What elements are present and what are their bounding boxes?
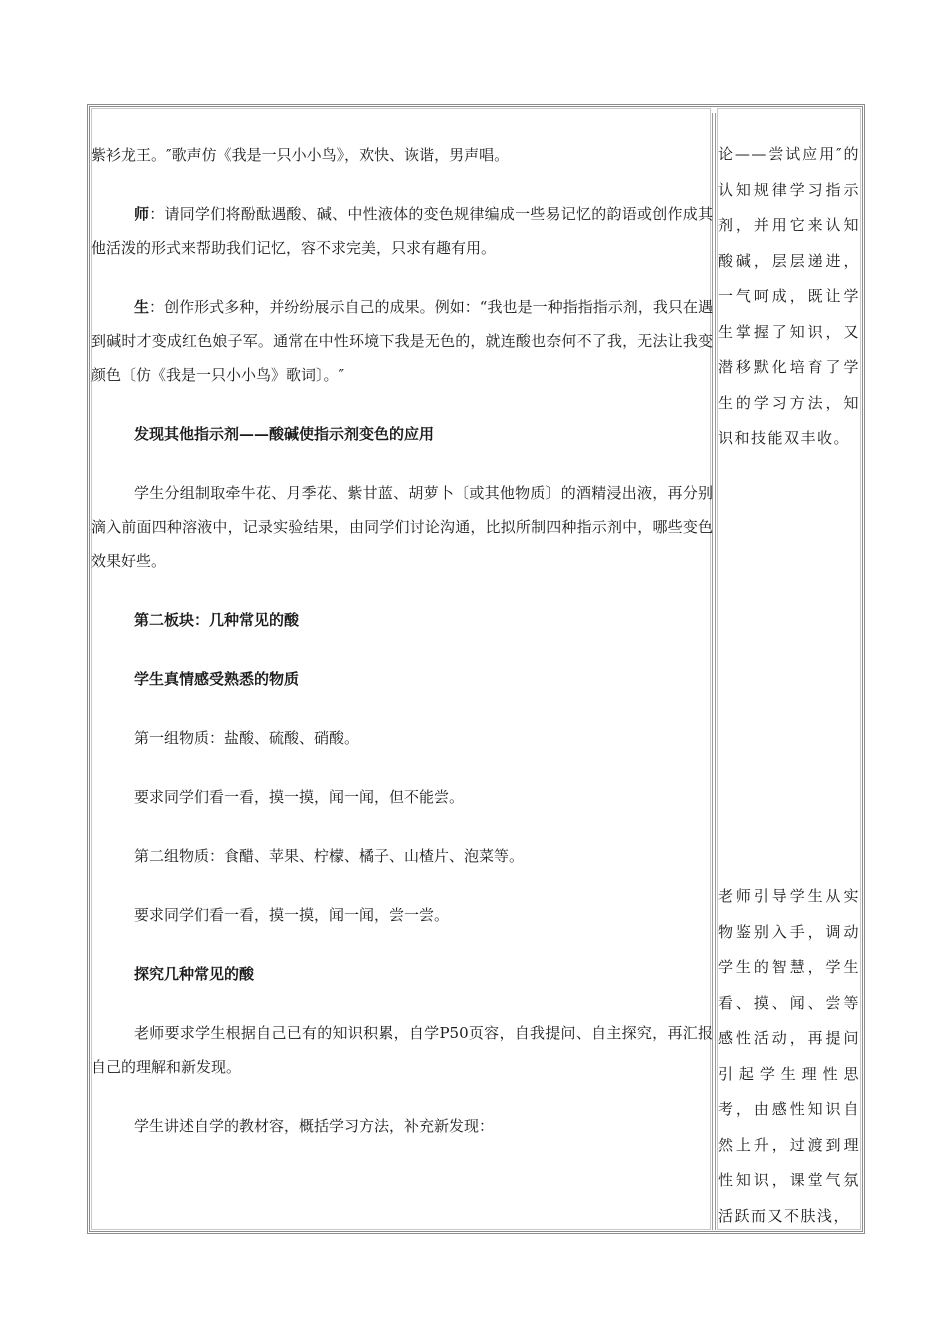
paragraph-text: ：请同学们将酚酞遇酸、碱、中性液体的变色规律编成一些易记忆的韵语或创作成其他活泼的形式来帮助我们记忆，容不求完美，只求有趣有用。 [91,205,713,257]
section-heading-familiar-substances: 学生真情感受熟悉的物质 [134,670,300,688]
speaker-teacher: 师 [134,205,150,223]
paragraph-experiment: 学生分组制取牵牛花、月季花、紫甘蓝、胡萝卜〔或其他物质〕的酒精浸出液，再分别滴入前面四种溶液中，记录实验结果，由同学们讨论沟通，比拟所制四种指示剂中，哪些变色效果好些。 [91,484,713,570]
side-note-text: 论——尝试应用″的认知规律学习指示剂，并用它来认知酸碱，层层递进，一气呵成，既让学生掌握了知识，又潜移默化培育了学生的学习方法，知识和技能双丰收。 [718,145,860,447]
paragraph-student-report: 学生讲述自学的教材容，概括学习方法，补充新发现： [134,1117,495,1135]
paragraph-self-study: 老师要求学生根据自己已有的知识积累，自学P50页容，自我提问、自主探究，再汇报自己的理解和新发现。 [91,1024,713,1076]
side-note-text: 老师引导学生从实物鉴别入手，调动学生的智慧，学生看、摸、闻、尝等感性活动，再提问引起学生理性思考，由感性知识自然上升，过渡到理性知识，课堂气氛活跃而又不肤浅， [718,887,860,1225]
side-note-1 [718,137,860,457]
paragraph-student [91,290,713,392]
paragraph-group-one: 第一组物质：盐酸、硫酸、硝酸。 [134,729,360,747]
paragraph-teacher [91,197,713,265]
main-content-column [91,138,713,1168]
paragraph-text: ：创作形式多种，并纷纷展示自己的成果。例如：“我也是一种指指指示剂，我只在遇到碱时才变成红色娘子军。通常在中性环境下我是无色的，就连酸也奈何不了我，无法让我变颜色〔仿《我是一只小小鸟》歌词〕。″ [91,298,713,384]
paragraph-text: 紫衫龙王。″歌声仿《我是一只小小鸟》，欢快、诙谐，男声唱。 [91,146,510,164]
paragraph-group-two: 第二组物质：食醋、苹果、柠檬、橘子、山楂片、泡菜等。 [134,847,525,865]
speaker-student: 生 [134,298,150,316]
paragraph-group-one-instruction: 要求同学们看一看，摸一摸，闻一闻，但不能尝。 [134,788,465,806]
side-note-2 [718,879,860,1234]
section-heading-indicators: 发现其他指示剂——酸碱使指示剂变色的应用 [134,425,435,443]
section-heading-common-acids: 第二板块：几种常见的酸 [134,611,300,629]
paragraph-continuation [91,138,713,172]
paragraph-group-two-instruction: 要求同学们看一看，摸一摸，闻一闻，尝一尝。 [134,906,450,924]
section-heading-explore-acids: 探究几种常见的酸 [134,965,255,983]
